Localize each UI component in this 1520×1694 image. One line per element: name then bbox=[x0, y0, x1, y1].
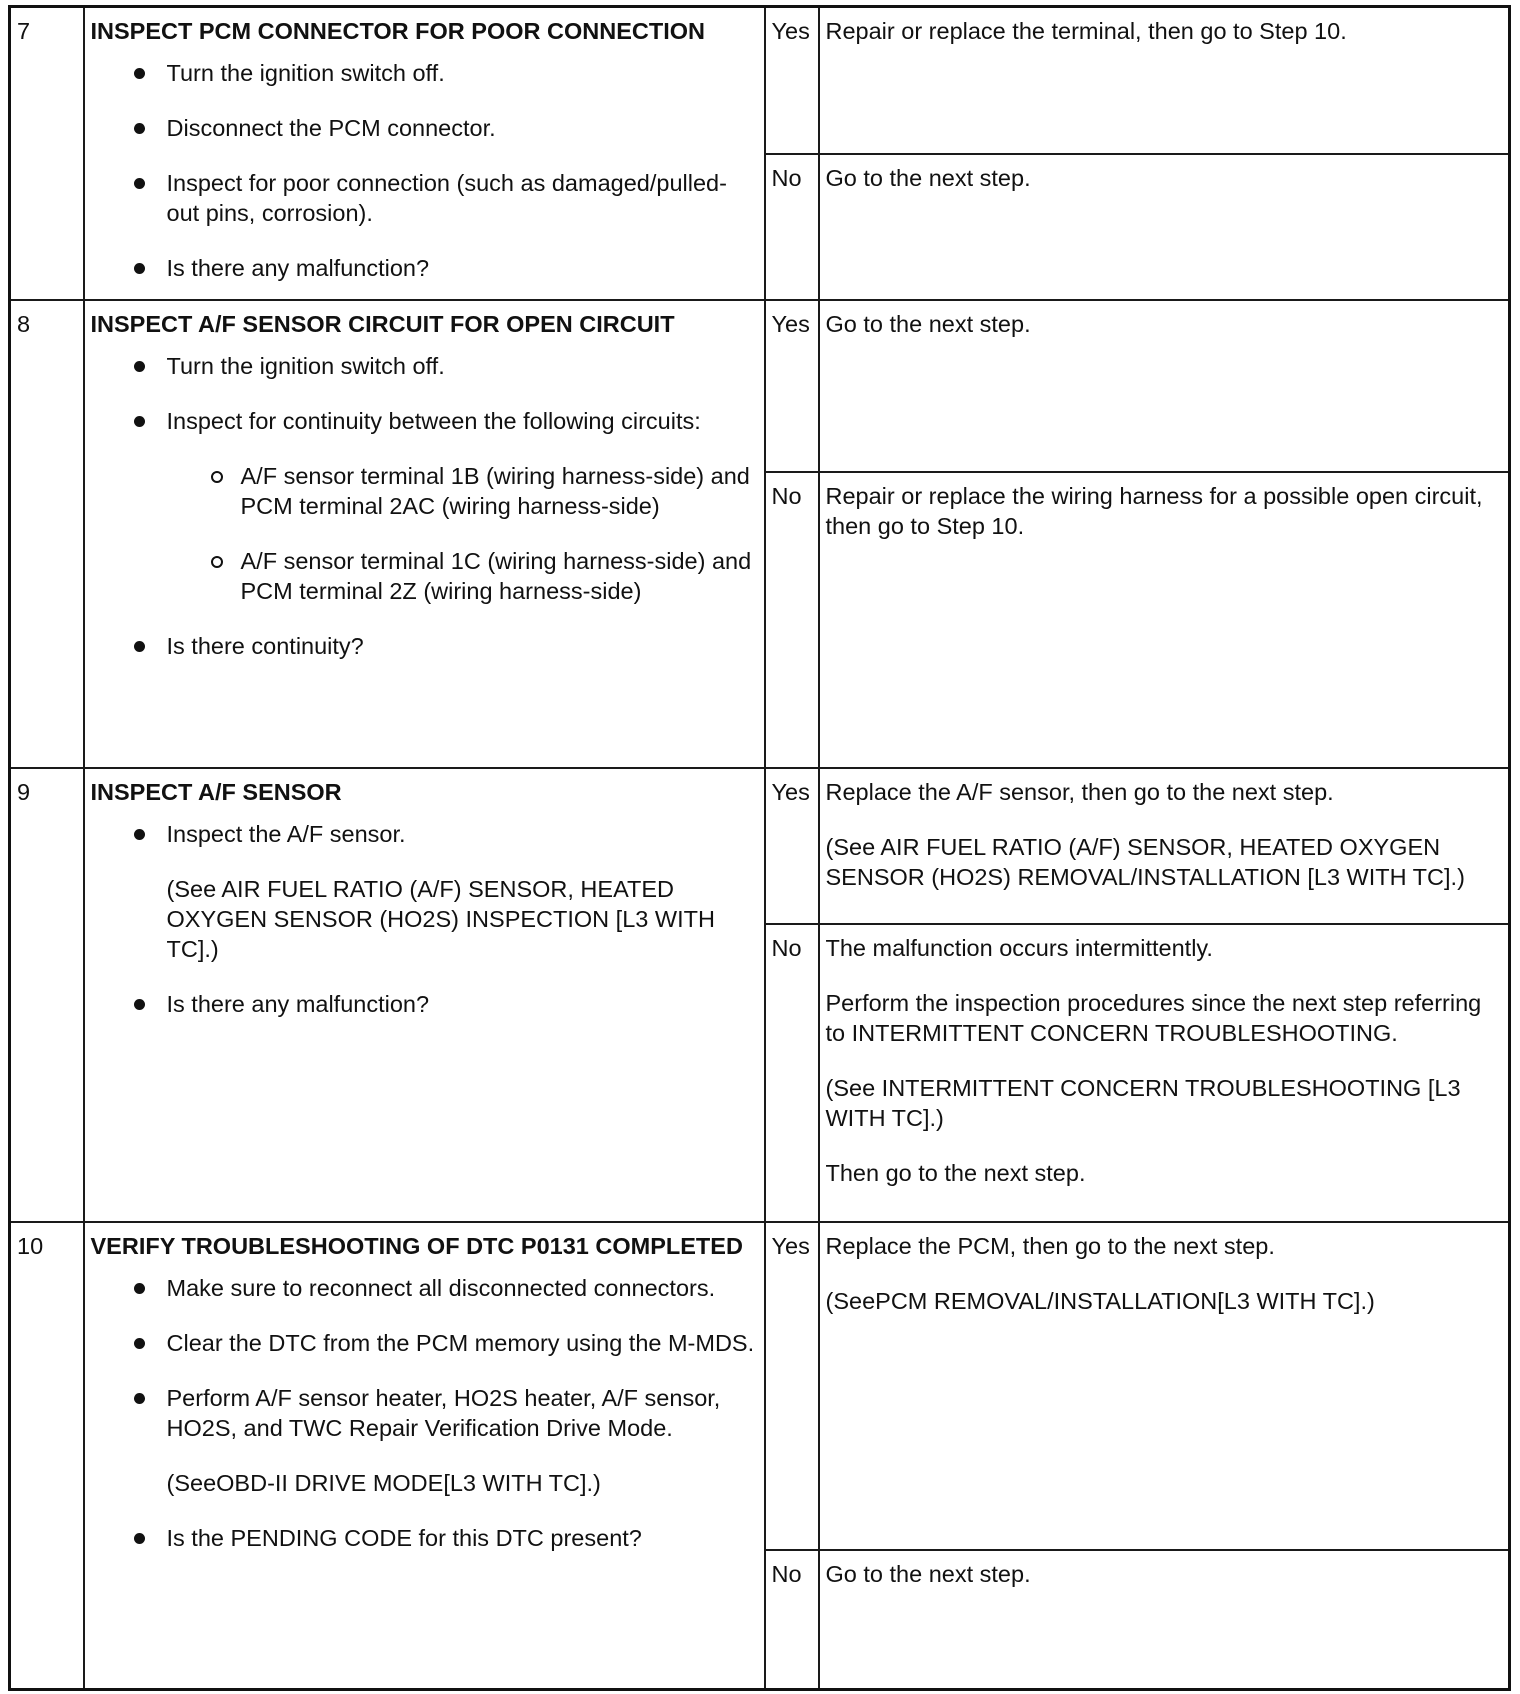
action-item: Make sure to reconnect all disconnected connectors. bbox=[91, 1273, 758, 1303]
yes-result bbox=[819, 768, 1510, 924]
no-label: No bbox=[765, 154, 819, 300]
yes-label: Yes bbox=[765, 300, 819, 472]
sub-action-list bbox=[167, 461, 758, 606]
no-result bbox=[819, 1550, 1510, 1690]
step-title: INSPECT A/F SENSOR CIRCUIT FOR OPEN CIRCUIT bbox=[90, 310, 675, 337]
no-result bbox=[819, 924, 1510, 1222]
action-item-text: Inspect for continuity between the following circuits: bbox=[166, 407, 701, 434]
step-action bbox=[84, 1222, 765, 1690]
action-item: Inspect for poor connection (such as damaged/pulled-out pins, corrosion). bbox=[91, 168, 758, 228]
yes-result bbox=[819, 7, 1510, 154]
troubleshooting-table bbox=[8, 5, 1511, 1691]
yes-label: Yes bbox=[765, 1222, 819, 1550]
yes-result bbox=[819, 300, 1510, 472]
action-list bbox=[91, 819, 758, 1019]
yes-result bbox=[819, 1222, 1510, 1550]
step-8-yes-row bbox=[10, 300, 1510, 472]
step-number: 7 bbox=[10, 7, 84, 300]
action-item bbox=[91, 819, 758, 964]
action-question: Is there any malfunction? bbox=[91, 989, 758, 1019]
action-item-text: Perform A/F sensor heater, HO2S heater, A/F sensor, HO2S, and TWC Repair Verification Drive Mode. bbox=[166, 1384, 721, 1441]
reference-note: (See AIR FUEL RATIO (A/F) SENSOR, HEATED OXYGEN SENSOR (HO2S) REMOVAL/INSTALLATION [L3 WITH TC].) bbox=[825, 833, 1465, 890]
action-question: Is there continuity? bbox=[91, 631, 758, 661]
action-item: Turn the ignition switch off. bbox=[91, 351, 758, 381]
step-action bbox=[84, 300, 765, 768]
step-title: VERIFY TROUBLESHOOTING OF DTC P0131 COMPLETED bbox=[90, 1232, 743, 1259]
result-text: Go to the next step. bbox=[825, 310, 1031, 337]
result-text: Go to the next step. bbox=[825, 1560, 1031, 1587]
result-text: The malfunction occurs intermittently. bbox=[825, 934, 1213, 961]
action-question: Is the PENDING CODE for this DTC present? bbox=[91, 1523, 758, 1553]
yes-label: Yes bbox=[765, 7, 819, 154]
result-text: Perform the inspection procedures since the next step referring to INTERMITTENT CONCERN TROUBLESHOOTING. bbox=[825, 989, 1482, 1046]
step-action bbox=[84, 768, 765, 1222]
result-text: Repair or replace the terminal, then go to Step 10. bbox=[825, 18, 1347, 44]
reference-note: (See INTERMITTENT CONCERN TROUBLESHOOTING [L3 WITH TC].) bbox=[825, 1074, 1461, 1131]
reference-note: (SeePCM REMOVAL/INSTALLATION[L3 WITH TC].) bbox=[825, 1287, 1375, 1314]
step-title: INSPECT A/F SENSOR bbox=[90, 778, 342, 805]
reference-note: (See AIR FUEL RATIO (A/F) SENSOR, HEATED OXYGEN SENSOR (HO2S) INSPECTION [L3 WITH TC].) bbox=[166, 875, 715, 962]
action-item: Disconnect the PCM connector. bbox=[91, 113, 758, 143]
no-result bbox=[819, 154, 1510, 300]
step-10-yes-row bbox=[10, 1222, 1510, 1550]
no-result bbox=[819, 472, 1510, 768]
no-label: No bbox=[765, 472, 819, 768]
step-number: 8 bbox=[10, 300, 84, 768]
action-question: Is there any malfunction? bbox=[91, 253, 758, 283]
sub-action-item: A/F sensor terminal 1C (wiring harness-side) and PCM terminal 2Z (wiring harness-side) bbox=[167, 546, 758, 606]
no-label: No bbox=[765, 1550, 819, 1690]
sub-action-item: A/F sensor terminal 1B (wiring harness-side) and PCM terminal 2AC (wiring harness-side) bbox=[167, 461, 758, 521]
action-item-text: Inspect the A/F sensor. bbox=[166, 820, 406, 847]
result-text: Repair or replace the wiring harness for a possible open circuit, then go to Step 10. bbox=[825, 482, 1483, 539]
no-label: No bbox=[765, 924, 819, 1222]
step-number: 9 bbox=[10, 768, 84, 1222]
result-text: Replace the A/F sensor, then go to the next step. bbox=[825, 778, 1334, 805]
step-action bbox=[84, 7, 765, 300]
action-item: Clear the DTC from the PCM memory using the M-MDS. bbox=[91, 1328, 758, 1358]
action-item bbox=[91, 1383, 758, 1498]
step-number: 10 bbox=[10, 1222, 84, 1690]
step-7-yes-row bbox=[10, 7, 1510, 154]
result-text: Replace the PCM, then go to the next step. bbox=[825, 1232, 1275, 1259]
action-list bbox=[91, 1273, 758, 1553]
result-text: Then go to the next step. bbox=[825, 1159, 1086, 1186]
step-title: INSPECT PCM CONNECTOR FOR POOR CONNECTION bbox=[90, 18, 706, 44]
result-text: Go to the next step. bbox=[825, 164, 1031, 191]
reference-note: (SeeOBD-II DRIVE MODE[L3 WITH TC].) bbox=[166, 1469, 601, 1496]
action-item bbox=[91, 406, 758, 606]
action-list bbox=[91, 351, 758, 661]
yes-label: Yes bbox=[765, 768, 819, 924]
action-item: Turn the ignition switch off. bbox=[91, 58, 758, 88]
action-list bbox=[91, 58, 758, 283]
step-9-yes-row bbox=[10, 768, 1510, 924]
